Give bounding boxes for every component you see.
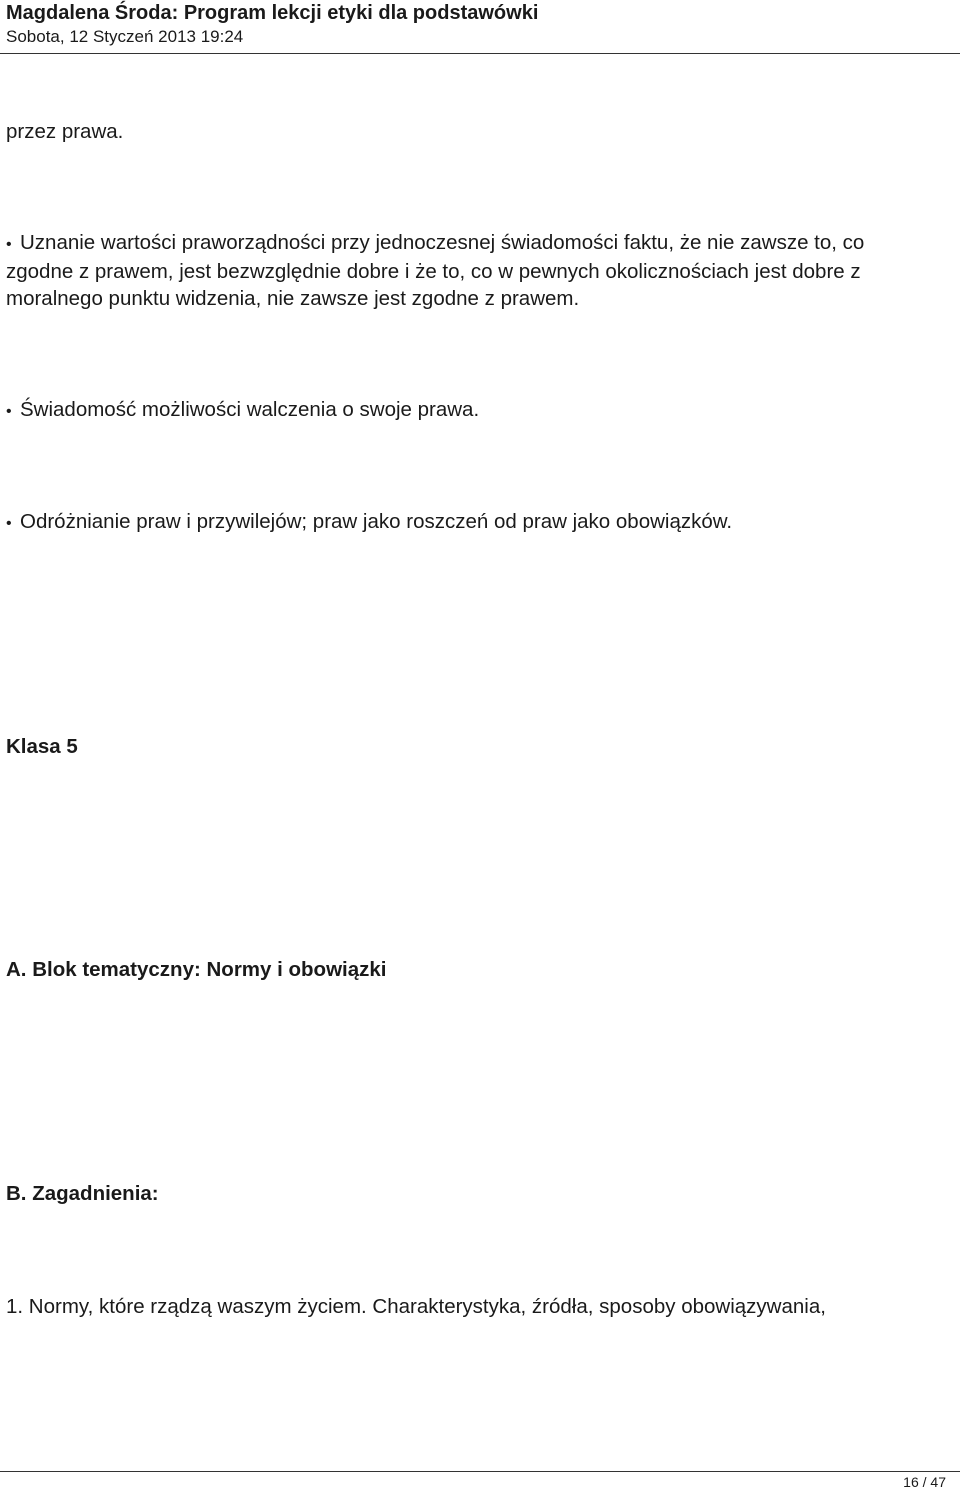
- footer-divider: [0, 1471, 960, 1472]
- bullet-item-1: [6, 229, 951, 312]
- text-fragment: przez prawa.: [6, 120, 124, 143]
- bullet-line: [6, 508, 951, 537]
- bullet-text: Odróżnianie praw i przywilejów; praw jako roszczeń od praw jako obowiązków.: [20, 510, 733, 533]
- bullet-dot-icon: •: [6, 515, 12, 532]
- bullet-dot-icon: •: [6, 236, 12, 253]
- bullet-line: moralnego punktu widzenia, nie zawsze jest zgodne z prawem.: [6, 287, 580, 310]
- heading-klasa: Klasa 5: [6, 735, 78, 758]
- bullet-text: Świadomość możliwości walczenia o swoje prawa.: [20, 398, 480, 421]
- numbered-item-1: 1. Normy, które rządzą waszym życiem. Charakterystyka, źródła, sposoby obowiązywania,: [6, 1295, 826, 1318]
- heading-blok-tematyczny: A. Blok tematyczny: Normy i obowiązki: [6, 958, 387, 981]
- bullet-item-3: [6, 508, 951, 537]
- bullet-dot-icon: •: [6, 403, 12, 420]
- bullet-line: [6, 396, 951, 425]
- bullet-item-2: [6, 396, 951, 425]
- bullet-line: zgodne z prawem, jest bezwzględnie dobre i że to, co w pewnych okolicznościach jest dobre z: [6, 260, 861, 283]
- heading-zagadnienia: B. Zagadnienia:: [6, 1182, 159, 1205]
- page-header: [0, 0, 960, 54]
- page-number: 16 / 47: [903, 1474, 946, 1490]
- bullet-line: [6, 229, 951, 258]
- bullet-text: Uznanie wartości praworządności przy jednoczesnej świadomości faktu, że nie zawsze to, co: [20, 231, 865, 254]
- document-title: Magdalena Środa: Program lekcji etyki dla podstawówki: [6, 2, 539, 24]
- document-date: Sobota, 12 Styczeń 2013 19:24: [6, 27, 244, 46]
